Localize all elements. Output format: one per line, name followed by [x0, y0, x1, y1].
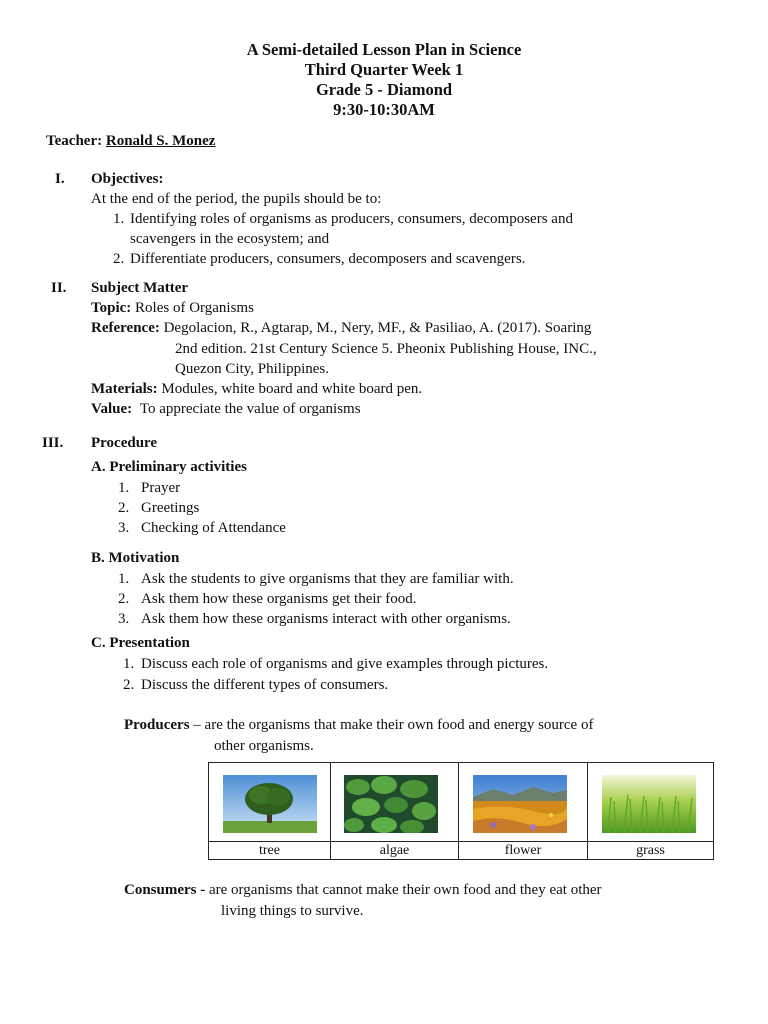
objectives-intro: At the end of the period, the pupils should be to:	[91, 191, 382, 207]
tree-photo-icon	[223, 775, 317, 833]
motivation-item-2: Ask them how these organisms get their food.	[141, 591, 417, 607]
objectives-heading: Objectives:	[91, 171, 164, 187]
class-time: 9:30-10:30AM	[333, 100, 435, 119]
value-label: Value:	[91, 401, 133, 417]
preliminary-item-3-num: 3.	[118, 520, 130, 536]
preliminary-item-1-num: 1.	[118, 480, 130, 496]
procedure-numeral: III.	[42, 435, 64, 451]
example-label-grass: grass	[636, 843, 665, 858]
consumers-term: Consumers -	[124, 882, 206, 898]
preliminary-item-2-num: 2.	[118, 500, 130, 516]
preliminary-item-1: Prayer	[141, 480, 181, 496]
motivation-item-3: Ask them how these organisms interact with other organisms.	[141, 611, 511, 627]
motivation-item-2-num: 2.	[118, 591, 130, 607]
producers-term: Producers	[124, 717, 190, 733]
example-label-flower: flower	[504, 843, 542, 858]
presentation-item-2: Discuss the different types of consumers.	[141, 677, 389, 693]
presentation-item-1: Discuss each role of organisms and give examples through pictures.	[141, 656, 549, 672]
consumers-definition-cont: living things to survive.	[221, 903, 364, 919]
objective-item-1: Identifying roles of organisms as producers, consumers, decomposers and	[130, 211, 573, 227]
motivation-item-1-num: 1.	[118, 571, 130, 587]
producers-definition-cont: other organisms.	[214, 738, 314, 754]
consumers-definition	[124, 880, 602, 900]
objective-item-2: Differentiate producers, consumers, decomposers and scavengers.	[130, 251, 526, 267]
subject-matter-heading: Subject Matter	[91, 280, 189, 296]
example-label-tree: tree	[259, 843, 280, 858]
algae-photo-icon	[344, 775, 438, 833]
document-title: A Semi-detailed Lesson Plan in Science	[246, 40, 522, 59]
objective-item-1-num: 1.	[113, 211, 125, 227]
consumers-definition-text: are organisms that cannot make their own food and they eat other	[205, 882, 602, 898]
motivation-item-3-num: 3.	[118, 611, 130, 627]
topic-line	[91, 298, 254, 318]
presentation-item-2-num: 2.	[123, 677, 135, 693]
grass-photo-icon	[602, 775, 696, 833]
value-value: To appreciate the value of organisms	[139, 401, 361, 417]
reference-label: Reference:	[91, 320, 160, 336]
materials-line	[91, 379, 422, 399]
topic-label: Topic:	[91, 300, 132, 316]
reference-value: Degolacion, R., Agtarap, M., Nery, MF., & Pasiliao, A. (2017). Soaring	[163, 320, 592, 336]
preliminary-heading: A. Preliminary activities	[91, 459, 247, 475]
materials-value: Modules, white board and white board pen.	[161, 381, 423, 397]
subject-matter-numeral: II.	[51, 280, 67, 296]
reference-cont-1: 2nd edition. 21st Century Science 5. Pheonix Publishing House, INC.,	[175, 341, 597, 357]
producers-examples-table	[208, 762, 714, 860]
producers-definition-text: – are the organisms that make their own food and energy source of	[189, 717, 594, 733]
reference-line	[91, 318, 591, 338]
topic-value: Roles of Organisms	[135, 300, 254, 316]
value-line	[91, 399, 361, 419]
materials-label: Materials:	[91, 381, 158, 397]
example-label-algae: algae	[379, 843, 410, 858]
teacher-line	[46, 131, 215, 151]
objectives-numeral: I.	[55, 171, 65, 187]
producers-definition	[124, 715, 593, 735]
grade-section: Grade 5 - Diamond	[315, 80, 453, 99]
reference-cont-2: Quezon City, Philippines.	[175, 361, 330, 377]
objective-item-1-cont: scavengers in the ecosystem; and	[130, 231, 330, 247]
presentation-item-1-num: 1.	[123, 656, 135, 672]
preliminary-item-2: Greetings	[141, 500, 200, 516]
objective-item-2-num: 2.	[113, 251, 125, 267]
teacher-name: Ronald S. Monez	[105, 133, 216, 149]
quarter-week: Third Quarter Week 1	[304, 60, 464, 79]
motivation-item-1: Ask the students to give organisms that they are familiar with.	[141, 571, 514, 587]
procedure-heading: Procedure	[91, 435, 158, 451]
teacher-label: Teacher:	[46, 133, 103, 149]
motivation-heading: B. Motivation	[91, 550, 180, 566]
preliminary-item-3: Checking of Attendance	[141, 520, 286, 536]
presentation-heading: C. Presentation	[91, 635, 190, 651]
flower-field-photo-icon	[473, 775, 567, 833]
